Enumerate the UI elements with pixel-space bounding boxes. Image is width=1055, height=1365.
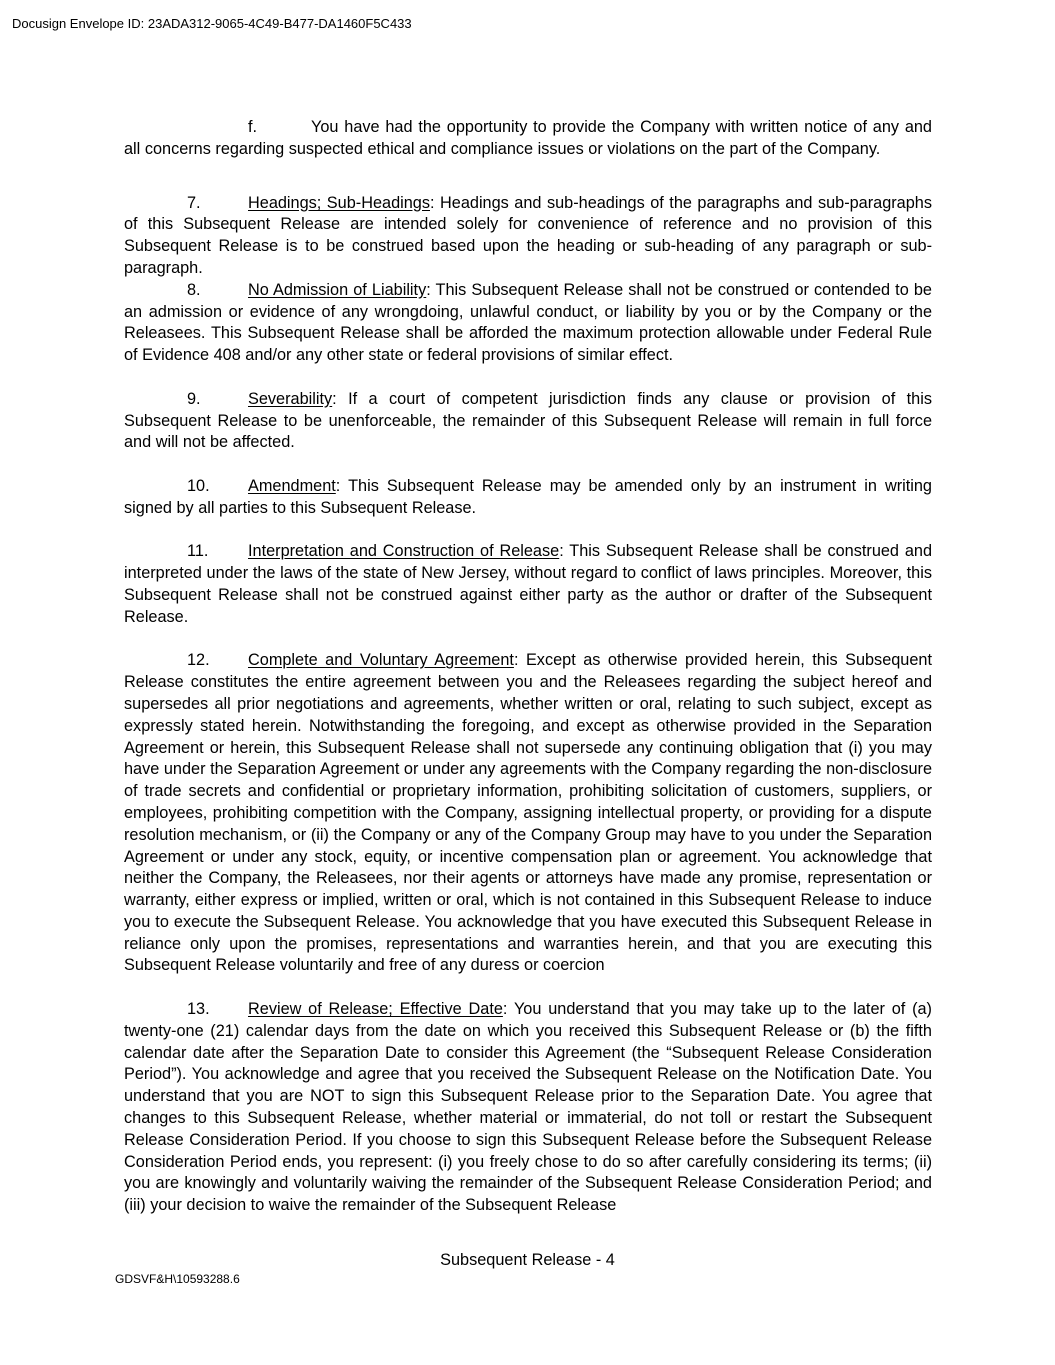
paragraph-text: : You understand that you may take up to the later of (a) twenty-one (21) calendar days from the date on which you received this Subsequent Release or (b) the fifth calendar date after the Separation Date to consider this Agreement (the “Subsequent Release Consideration Period”). You acknowledge and agree that you received the Subsequent Release on the Notification Date. You understand that you are NOT to sign this Subsequent Release prior to the Separation Date. You agree that changes to this Subsequent Release, whether material or immaterial, do not toll or restart the Subsequent Release Consideration Period. If you choose to sign this Subsequent Release before the Subsequent Release Consideration Period ends, you represent: (i) you freely chose to do so after carefully considering its terms; (ii) you are knowingly and voluntarily waiving the remainder of the Subsequent Release Consideration Period; and (iii) your decision to waive the remainder of the Subsequent Release bbox=[124, 1000, 932, 1215]
paragraph-9 bbox=[124, 389, 932, 454]
paragraph-12 bbox=[124, 650, 932, 977]
document-id-footer: GDSVF&H\10593288.6 bbox=[115, 1272, 240, 1286]
paragraph-7 bbox=[124, 193, 932, 280]
paragraph-13 bbox=[124, 999, 932, 1217]
paragraph-text: You have had the opportunity to provide the Company with written notice of any and all concerns regarding suspected ethical and compliance issues or violations on the part of the Company. bbox=[124, 118, 932, 158]
document-body bbox=[124, 117, 932, 1217]
paragraph-10 bbox=[124, 476, 932, 520]
paragraph-8 bbox=[124, 280, 932, 367]
paragraph-text: : This Subsequent Release shall be construed and interpreted under the laws of the state of New Jersey, without regard to conflict of laws principles. Moreover, this Subsequent Release shall not be construed against either party as the author or drafter of the Subsequent Release. bbox=[124, 542, 932, 626]
paragraph-number: 11. bbox=[187, 542, 209, 561]
paragraph-text: : This Subsequent Release may be amended only by an instrument in writing signed by all parties to this Subsequent Release. bbox=[124, 476, 932, 517]
docusign-envelope-id: Docusign Envelope ID: 23ADA312-9065-4C49-B477-DA1460F5C433 bbox=[12, 16, 412, 31]
paragraph-number: 7. bbox=[187, 193, 201, 212]
paragraph-text: : If a court of competent jurisdiction finds any clause or provision of this Subsequent Release to be unenforceable, the remainder of this Subsequent Release will remain in full force and will not be affected. bbox=[124, 389, 932, 452]
paragraph-heading: No Admission of Liability bbox=[248, 280, 427, 299]
paragraph-text: : This Subsequent Release shall not be construed or contended to be an admission or evidence of any wrongdoing, unlawful conduct, or liability by you or by the Company or the Releasees. This Subsequent Release shall be afforded the maximum protection allowable under Federal Rule of Evidence 408 and/or any other state or federal provisions of similar effect. bbox=[124, 280, 932, 365]
paragraph-number: 9. bbox=[187, 389, 201, 408]
paragraph-6f bbox=[124, 117, 932, 161]
paragraph-number: 13. bbox=[187, 1000, 210, 1019]
paragraph-heading: Severability bbox=[248, 389, 333, 408]
paragraph-heading: Review of Release; Effective Date bbox=[248, 1000, 503, 1019]
paragraph-heading: Complete and Voluntary Agreement bbox=[248, 651, 514, 670]
paragraph-number: 12. bbox=[187, 651, 210, 670]
paragraph-text: : Except as otherwise provided herein, this Subsequent Release constitutes the entire agreement between you and the Releasees regarding the subject hereof and supersedes all prior negotiations and agreements, whether written or oral, relating to such subject, except as expressly stated herein. Notwithstanding the foregoing, and except as otherwise provided in the Separation Agreement or herein, this Subsequent Release shall not supersede any continuing obligation that (i) you may have under the Separation Agreement or under any agreements with the Company regarding the non-disclosure of trade secrets and confidential or proprietary information, prohibiting solicitation of customers, suppliers, or employees, prohibiting competition with the Company, assigning intellectual property, or providing for a dispute resolution mechanism, or (ii) the Company or any of the Company Group may have to you under the Separation Agreement or under any stock, equity, or incentive compensation plan or agreement. You acknowledge that neither the Company, the Releasees, nor their agents or attorneys have made any promise, representation or warranty, either express or implied, written or oral, which is not contained in this Subsequent Release to induce you to execute the Subsequent Release. You acknowledge that you have executed this Subsequent Release in reliance only upon the promises, representations and warranties herein, and that you are executing this Subsequent Release voluntarily and free of any duress or coercion bbox=[124, 651, 932, 975]
paragraph-heading: Headings; Sub-Headings bbox=[248, 193, 430, 212]
paragraph-number: 10. bbox=[187, 476, 210, 495]
paragraph-heading: Interpretation and Construction of Release bbox=[248, 542, 560, 561]
page-number-footer: Subsequent Release - 4 bbox=[440, 1251, 615, 1269]
paragraph-number: 8. bbox=[187, 280, 201, 299]
paragraph-text: : Headings and sub-headings of the paragraphs and sub-paragraphs of this Subsequent Release are intended solely for convenience of reference and no provision of this Subsequent Release is to be construed based upon the heading or sub-heading of any paragraph or sub-paragraph. bbox=[124, 193, 932, 277]
paragraph-heading: Amendment bbox=[248, 476, 336, 495]
paragraph-number: f. bbox=[248, 118, 258, 136]
paragraph-11 bbox=[124, 541, 932, 628]
